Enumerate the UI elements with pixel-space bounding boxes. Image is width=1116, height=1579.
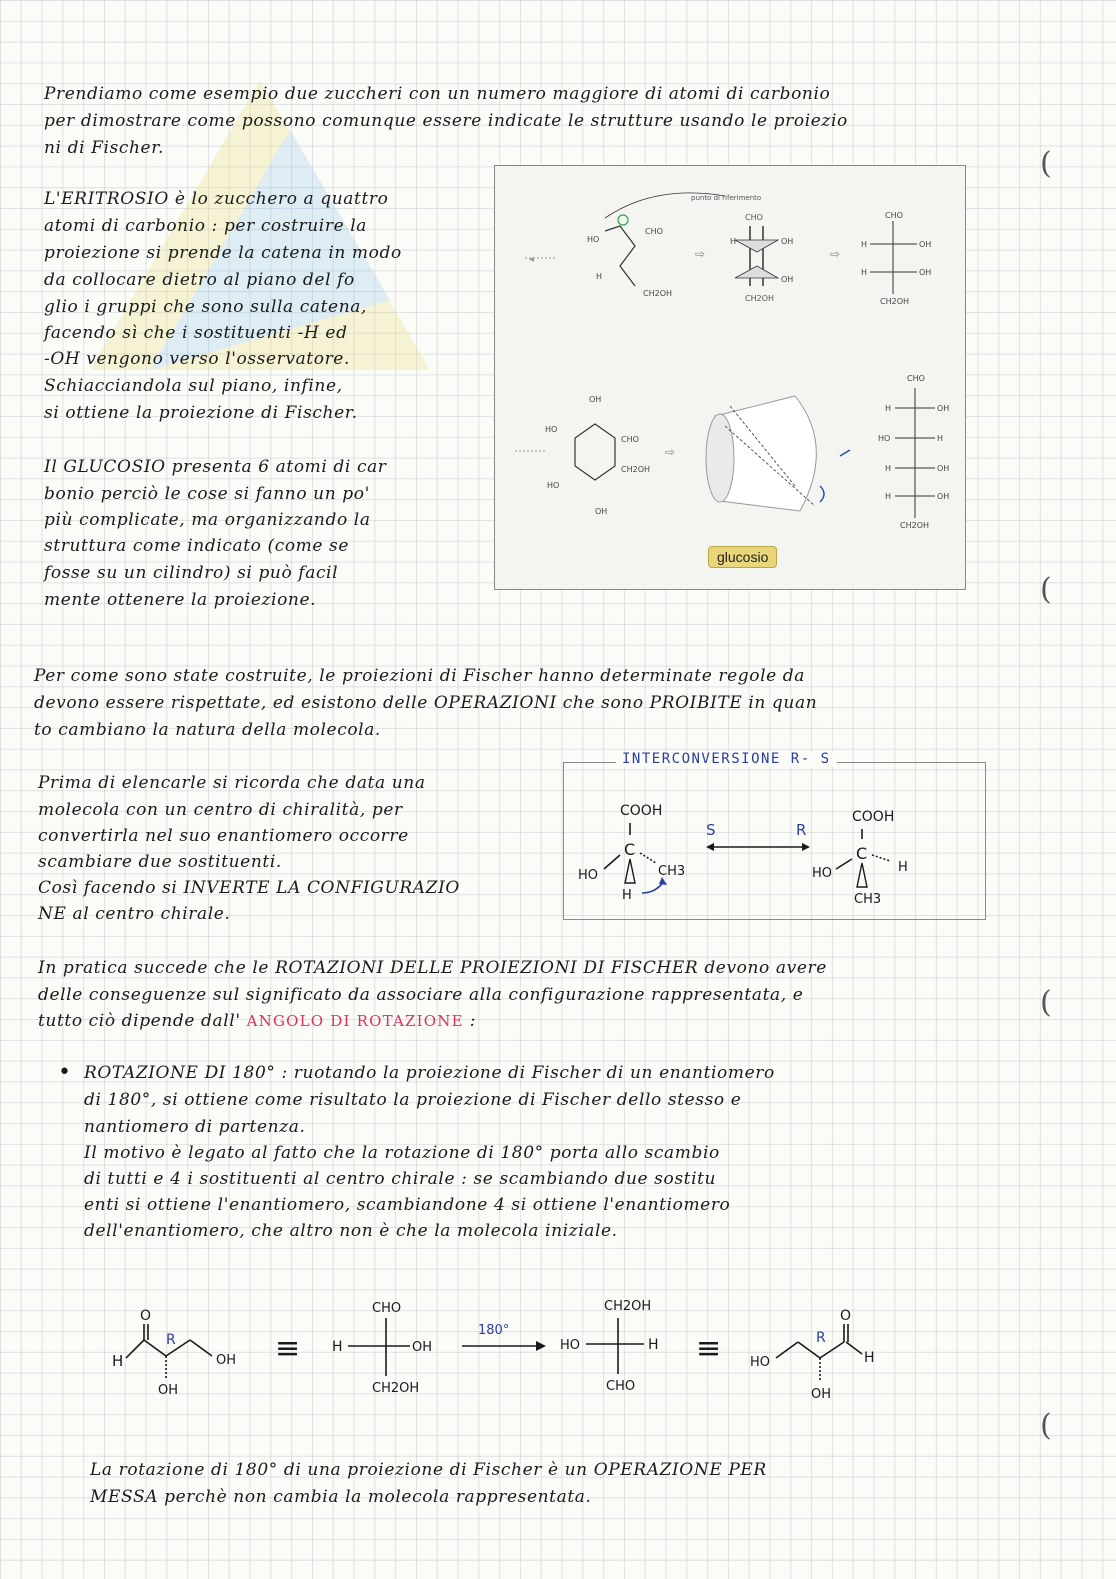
glu-fischer-ho2: HO xyxy=(878,434,891,443)
fischer-construction-diagram xyxy=(495,166,965,588)
scheme-left-oh: OH xyxy=(158,1383,179,1398)
figure-label-glucosio: glucosio xyxy=(708,546,777,568)
svg-text:⇨: ⇨ xyxy=(830,247,841,261)
margin-mark: ( xyxy=(1040,1408,1052,1443)
scheme-right-h: H xyxy=(864,1350,875,1366)
eritrosio-line: Schiacciandola sul piano, infine, xyxy=(44,376,343,396)
elencarle-line: molecola con un centro di chiralità, per xyxy=(38,800,403,820)
glu-ho-ring: HO xyxy=(545,425,558,434)
svg-text:◂: ◂ xyxy=(529,254,535,265)
pratica-colon: : xyxy=(463,1011,477,1031)
elencarle-line: Prima di elencarle si ricorda che data una xyxy=(38,773,426,793)
erit-fischer-ch2oh: CH2OH xyxy=(880,297,910,306)
rotazione-line: ROTAZIONE DI 180° : ruotando la proiezione di Fischer di un enantiomero xyxy=(84,1063,775,1083)
scheme-right-oh: OH xyxy=(811,1387,832,1402)
textbook-figure xyxy=(494,165,966,590)
svg-text:O: O xyxy=(140,1308,152,1324)
glu-ho-ring2: HO xyxy=(547,481,560,490)
pratica-line-3 xyxy=(38,1008,476,1034)
eritrosio-line: atomi di carbonio : per costruire la xyxy=(44,216,368,236)
right-ch3: CH3 xyxy=(854,892,882,907)
glu-cho-ring: CHO xyxy=(621,435,639,444)
glucosio-line: Il GLUCOSIO presenta 6 atomi di car xyxy=(44,457,387,477)
conclusione-line: La rotazione di 180° di una proiezione di Fischer è un OPERAZIONE PER xyxy=(90,1460,767,1480)
regole-line: Per come sono state costruite, le proiezioni di Fischer hanno determinate regole da xyxy=(34,666,806,686)
glu-fischer-oh1: OH xyxy=(937,404,950,413)
fischer2-cho: CHO xyxy=(606,1379,636,1394)
glu-fischer-h3: H xyxy=(885,464,892,473)
erit-cho-2: CHO xyxy=(745,213,763,222)
eritrosio-line: -OH vengono verso l'osservatore. xyxy=(44,349,350,369)
scheme-right-ho: HO xyxy=(750,1355,771,1370)
glu-fischer-h1: H xyxy=(885,404,892,413)
margin-mark: ( xyxy=(1040,146,1052,181)
glucosio-line: bonio perciò le cose si fanno un po' xyxy=(44,484,370,504)
rotation-180-scheme xyxy=(100,1290,1000,1420)
rotazione-line: di 180°, si ottiene come risultato la proiezione di Fischer dello stesso e xyxy=(84,1090,742,1110)
intro-line-3: ni di Fischer. xyxy=(44,138,165,158)
margin-mark: ( xyxy=(1040,985,1052,1020)
eritrosio-line: L'ERITROSIO è lo zucchero a quattro xyxy=(44,189,389,209)
pratica-line: In pratica succede che le ROTAZIONI DELLE PROIEZIONI DI FISCHER devono avere xyxy=(38,958,827,978)
interconversione-box xyxy=(563,762,986,920)
erit-fischer-h1: H xyxy=(861,240,868,249)
svg-text:O: O xyxy=(840,1308,852,1324)
erit-ho-1: HO xyxy=(587,235,600,244)
elencarle-line: Così facendo si INVERTE LA CONFIGURAZIO xyxy=(38,878,460,898)
svg-text:⇨: ⇨ xyxy=(695,247,706,261)
erit-fischer-h2: H xyxy=(861,268,868,277)
erit-oh-3: OH xyxy=(781,275,794,284)
erit-oh-2: OH xyxy=(781,237,794,246)
fischer1-ch2oh: CH2OH xyxy=(372,1381,420,1396)
glucosio-line: più complicate, ma organizzando la xyxy=(44,510,371,530)
scheme-left-h: H xyxy=(112,1352,124,1370)
rotazione-line: enti si ottiene l'enantiomero, scambiandone 4 si ottiene l'enantiomero xyxy=(84,1195,731,1215)
conclusione-line: MESSA perchè non cambia la molecola rappresentata. xyxy=(90,1487,592,1507)
elencarle-line: scambiare due sostituenti. xyxy=(38,852,282,872)
glu-fischer-oh4: OH xyxy=(937,492,950,501)
glu-fischer-ch2oh: CH2OH xyxy=(900,521,930,530)
glucosio-line: struttura come indicato (come se xyxy=(44,536,350,556)
rotazione-line: dell'enantiomero, che altro non è che la molecola iniziale. xyxy=(84,1221,618,1241)
rotation-arrow-label: 180° xyxy=(478,1323,510,1338)
glu-oh-bottom: OH xyxy=(595,507,608,516)
fischer1-cho: CHO xyxy=(372,1301,402,1316)
fischer1-h: H xyxy=(332,1339,343,1355)
glu-oh-top: OH xyxy=(589,395,602,404)
erit-fischer-oh2: OH xyxy=(919,268,932,277)
right-cooh: COOH xyxy=(852,809,895,825)
r-s-interconversion-diagram xyxy=(564,763,984,918)
erit-ch2oh-1: CH2OH xyxy=(643,289,673,298)
angolo-di-rotazione: ANGOLO DI ROTAZIONE xyxy=(246,1012,464,1030)
regole-line: devono essere rispettate, ed esistono delle OPERAZIONI che sono PROIBITE in quan xyxy=(34,693,818,713)
equivalent-sign-1: ≡ xyxy=(275,1331,301,1366)
erit-ref-label: punto di riferimento xyxy=(691,194,762,202)
right-h: H xyxy=(898,860,908,875)
fischer2-h: H xyxy=(648,1337,659,1353)
svg-text:C: C xyxy=(856,844,868,863)
erit-cho-1: CHO xyxy=(645,227,663,236)
rotazione-line: di tutti e 4 i sostituenti al centro chirale : se scambiando due sostitu xyxy=(84,1169,717,1189)
pratica-line: delle conseguenze sul significato da associare alla configurazione rappresentata, e xyxy=(38,985,804,1005)
glucosio-line: mente ottenere la proiezione. xyxy=(44,590,317,610)
arrow-r: R xyxy=(796,821,807,839)
pratica-text: tutto ciò dipende dall' xyxy=(38,1011,247,1031)
arrow-s: S xyxy=(706,821,716,839)
interconversione-title: INTERCONVERSIONE R- S xyxy=(616,751,837,767)
fischer2-ho: HO xyxy=(560,1338,581,1353)
erit-fischer-oh1: OH xyxy=(919,240,932,249)
equivalent-sign-2: ≡ xyxy=(696,1331,722,1366)
right-ho: HO xyxy=(812,866,833,881)
glucosio-line: fosse su un cilindro) si può facil xyxy=(44,563,339,583)
fischer1-oh: OH xyxy=(412,1340,433,1355)
regole-line: to cambiano la natura della molecola. xyxy=(34,720,381,740)
bullet-icon: • xyxy=(58,1060,71,1085)
eritrosio-line: facendo sì che i sostituenti -H ed xyxy=(44,323,348,343)
eritrosio-line: proiezione si prende la catena in modo xyxy=(44,243,402,263)
rotazione-line: Il motivo è legato al fatto che la rotazione di 180° porta allo scambio xyxy=(84,1143,720,1163)
elencarle-line: NE al centro chirale. xyxy=(38,904,231,924)
glu-fischer-h2: H xyxy=(937,434,944,443)
margin-mark: ( xyxy=(1040,572,1052,607)
erit-h-2: H xyxy=(730,237,737,246)
glu-ch2oh-ring: CH2OH xyxy=(621,465,651,474)
left-cooh: COOH xyxy=(620,803,663,819)
intro-line-2: per dimostrare come possono comunque essere indicate le strutture usando le proiezio xyxy=(44,111,848,131)
rotazione-line: nantiomero di partenza. xyxy=(84,1117,306,1137)
erit-h-1: H xyxy=(596,272,603,281)
left-ch3: CH3 xyxy=(658,864,686,879)
fischer2-ch2oh: CH2OH xyxy=(604,1299,652,1314)
erit-fischer-cho: CHO xyxy=(885,211,903,220)
eritrosio-line: glio i gruppi che sono sulla catena, xyxy=(44,297,368,317)
eritrosio-line: da collocare dietro al piano del fo xyxy=(44,270,355,290)
left-h: H xyxy=(622,888,632,903)
glu-fischer-oh3: OH xyxy=(937,464,950,473)
elencarle-line: convertirla nel suo enantiomero occorre xyxy=(38,826,409,846)
intro-line-1: Prendiamo come esempio due zuccheri con un numero maggiore di atomi di carbonio xyxy=(44,84,831,104)
glu-fischer-cho: CHO xyxy=(907,374,925,383)
svg-text:C: C xyxy=(624,840,636,859)
glu-fischer-h4: H xyxy=(885,492,892,501)
erit-ch2oh-2: CH2OH xyxy=(745,294,775,303)
left-ho: HO xyxy=(578,868,599,883)
scheme-right-r: R xyxy=(816,1330,826,1346)
eritrosio-line: si ottiene la proiezione di Fischer. xyxy=(44,403,358,423)
svg-text:⇨: ⇨ xyxy=(665,445,676,459)
scheme-left-r: R xyxy=(166,1332,176,1348)
scheme-left-oh2: OH xyxy=(216,1353,237,1368)
